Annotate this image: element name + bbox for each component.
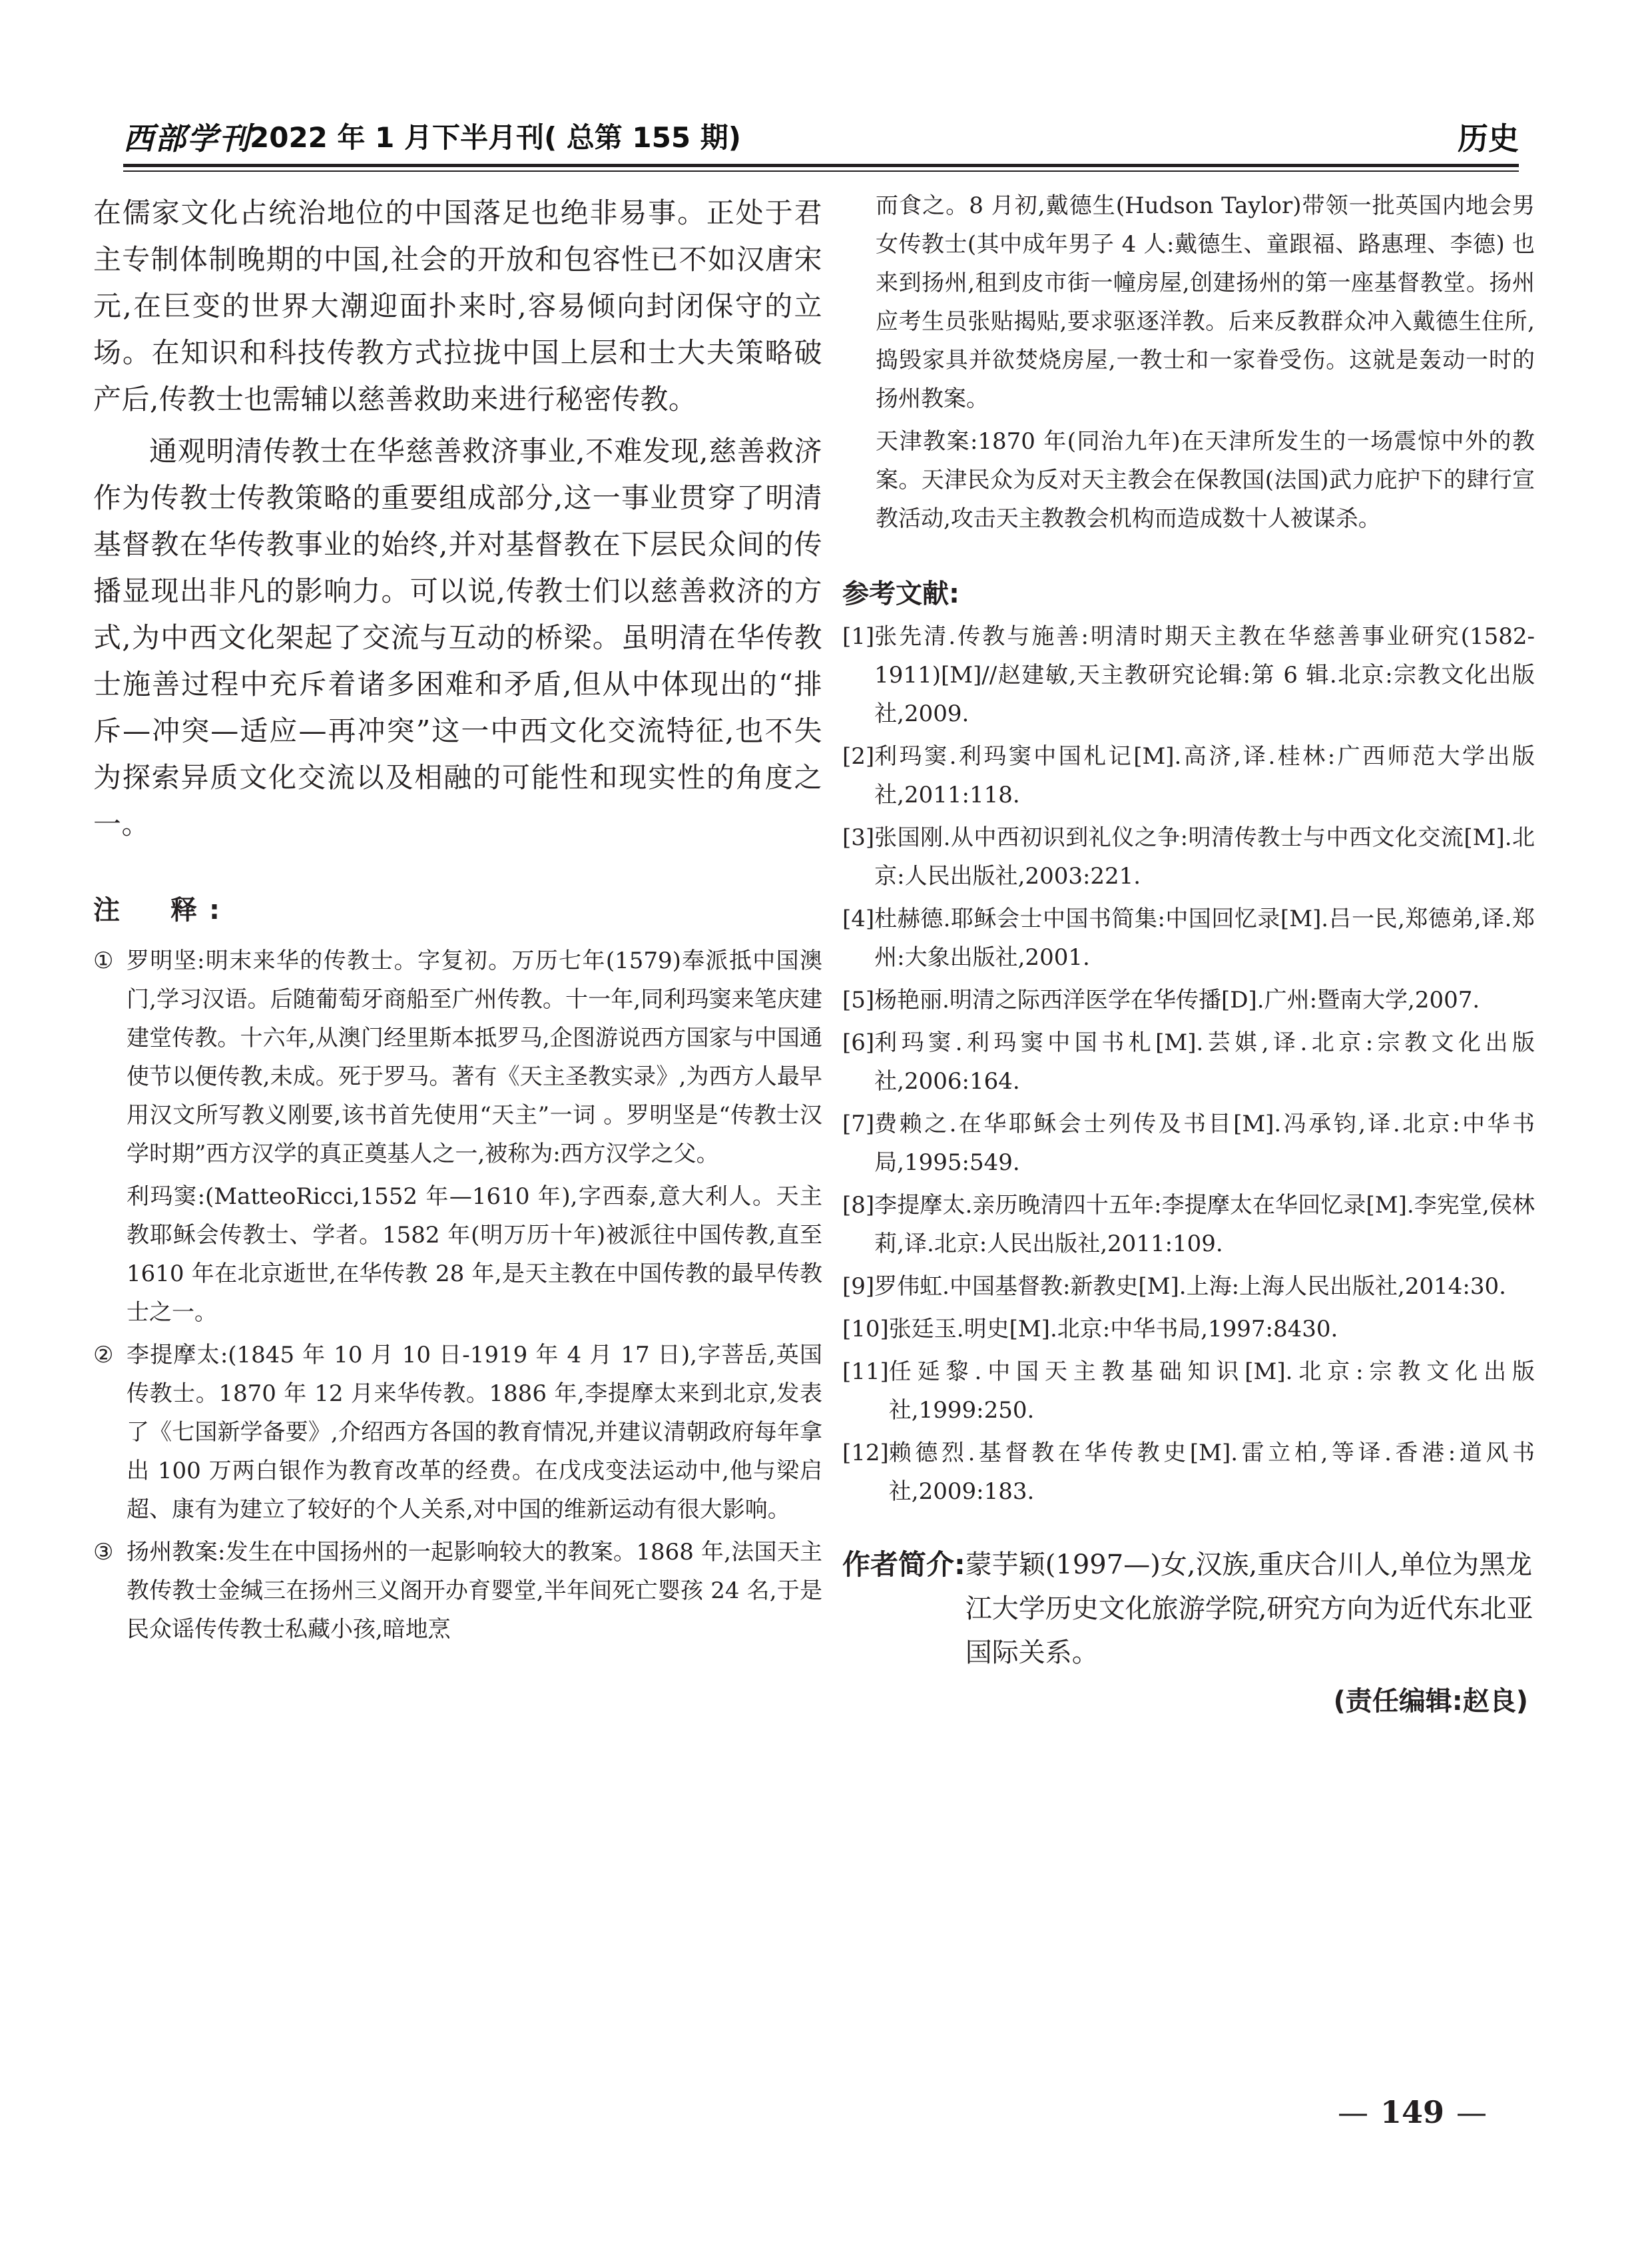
note-text: 扬州教案:发生在中国扬州的一起影响较大的教案。1868 年,法国天主教传教士金缄三在扬州三义阁开办育婴堂,半年间死亡婴孩 24 名,于是民众谣传传教士私藏小孩,暗地烹 <box>127 1539 822 1643</box>
page-number-value: 149 <box>1380 2094 1444 2130</box>
reference-label: [6] <box>842 1029 875 1056</box>
reference-label: [8] <box>842 1192 875 1219</box>
reference-label: [7] <box>842 1111 875 1137</box>
author-bio-text: 蒙芋颖(1997—)女,汉族,重庆合川人,单位为黑龙江大学历史文化旅游学院,研究方向为近代东北亚国际关系。 <box>965 1549 1533 1668</box>
reference-text: 任延黎.中国天主教基础知识[M].北京:宗教文化出版社,1999:250. <box>888 1358 1535 1424</box>
page-number: — 149 — <box>1337 2094 1487 2130</box>
responsible-editor: (责任编辑:赵良) <box>1333 1686 1528 1717</box>
reference-text: 张国刚.从中西初识到礼仪之争:明清传教士与中西文化交流[M].北京:人民出版社,2003:221. <box>874 824 1535 890</box>
reference-label: [11] <box>842 1358 889 1385</box>
reference-label: [12] <box>842 1440 889 1466</box>
right-column <box>842 186 1535 1718</box>
note-marker: ① <box>93 948 114 974</box>
body-paragraph-1: 在儒家文化占统治地位的中国落足也绝非易事。正处于君主专制体制晚期的中国,社会的开放和包容性已不如汉唐宋元,在巨变的世界大潮迎面扑来时,容易倾向封闭保守的立场。在知识和科技传教方式拉拢中国上层和士大夫策略破产后,传教士也需辅以慈善救助来进行秘密传教。 <box>93 196 822 416</box>
reference-text: 费赖之.在华耶稣会士列传及书目[M].冯承钧,译.北京:中华书局,1995:549. <box>874 1111 1535 1176</box>
note-2 <box>93 1336 822 1529</box>
reference-item <box>842 1310 1535 1348</box>
header-rule-thick <box>123 164 1519 167</box>
reference-item <box>842 1434 1535 1511</box>
reference-item <box>842 617 1535 733</box>
reference-label: [1] <box>842 623 875 650</box>
author-bio <box>842 1543 1535 1675</box>
note-marker: ③ <box>93 1539 114 1565</box>
reference-item <box>842 1352 1535 1430</box>
reference-text: 杨艳丽.明清之际西洋医学在华传播[D].广州:暨南大学,2007. <box>874 987 1480 1013</box>
reference-label: [3] <box>842 824 875 851</box>
reference-item <box>842 818 1535 896</box>
reference-text: 张先清.传教与施善:明清时期天主教在华慈善事业研究(1582-1911)[M]//赵建敏,天主教研究论辑:第 6 辑.北京:宗教文化出版社,2009. <box>874 623 1535 727</box>
note-tianjin: 天津教案:1870 年(同治九年)在天津所发生的一场震惊中外的教案。天津民众为反对天主教会在保教国(法国)武力庇护下的肆行宣教活动,攻击天主教教会机构而造成数十人被谋杀。 <box>876 428 1535 532</box>
reference-label: [10] <box>842 1316 889 1342</box>
note-1-sub-ricci: 利玛窦:(MatteoRicci,1552 年—1610 年),字西泰,意大利人。天主教耶稣会传教士、学者。1582 年(明万历十年)被派往中国传教,直至 1610 年在北京逝世,在华传教 28 年,是天主教在中国传教的最早传教士之一。 <box>127 1183 822 1326</box>
body-paragraph-2: 通观明清传教士在华慈善救济事业,不难发现,慈善救济作为传教士传教策略的重要组成部分,这一事业贯穿了明清基督教在华传教事业的始终,并对基督教在下层民众间的传播显现出非凡的影响力。可以说,传教士们以慈善救济的方式,为中西文化架起了交流与互动的桥梁。虽明清在华传教士施善过程中充斥着诸多困难和矛盾,但从中体现出的“排斥—冲突—适应—再冲突”这一中西文化交流特征,也不失为探索异质文化交流以及相融的可能性和现实性的角度之一。 <box>93 435 822 840</box>
reference-item <box>842 1023 1535 1101</box>
reference-text: 赖德烈.基督教在华传教史[M].雷立柏,等译.香港:道风书社,2009:183. <box>888 1440 1535 1505</box>
issue-info: 2022 年 1 月下半月刊( 总第 155 期) <box>250 121 741 154</box>
references-heading: 参考文献: <box>842 579 960 609</box>
reference-label: [4] <box>842 906 875 932</box>
author-bio-label: 作者简介: <box>842 1548 965 1581</box>
reference-item <box>842 737 1535 814</box>
reference-list <box>842 617 1535 1511</box>
note-text: 罗明坚:明末来华的传教士。字复初。万历七年(1579)奉派抵中国澳门,学习汉语。后随葡萄牙商船至广州传教。十一年,同利玛窦来笔庆建建堂传教。十六年,从澳门经里斯本抵罗马,企图游说西方国家与中国通使节以便传教,未成。死于罗马。著有《天主圣教实录》,为西方人最早用汉文所写教义刚要,该书首先使用“天主”一词 。罗明坚是“传教士汉学时期”西方汉学的真正奠基人之一,被称为:西方汉学之父。 <box>127 948 822 1167</box>
reference-item <box>842 1267 1535 1306</box>
journal-logo: 西部学刊 <box>123 121 251 156</box>
reference-text: 李提摩太.亲历晚清四十五年:李提摩太在华回忆录[M].李宪堂,侯林莉,译.北京:人民出版社,2011:109. <box>874 1192 1535 1257</box>
reference-label: [9] <box>842 1273 875 1300</box>
reference-text: 利玛窦.利玛窦中国札记[M].高济,译.桂林:广西师范大学出版社,2011:118. <box>874 743 1535 808</box>
reference-item <box>842 1105 1535 1182</box>
note-1 <box>93 942 822 1173</box>
note-marker: ② <box>93 1342 114 1368</box>
reference-item <box>842 1186 1535 1263</box>
left-column <box>93 190 822 1653</box>
section-label: 历史 <box>1458 121 1519 156</box>
header-rule-thin <box>123 170 1519 172</box>
reference-label: [2] <box>842 743 875 770</box>
note-3 <box>93 1533 822 1649</box>
page-header <box>123 113 1519 160</box>
reference-text: 罗伟虹.中国基督教:新教史[M].上海:上海人民出版社,2014:30. <box>874 1273 1506 1300</box>
reference-item <box>842 981 1535 1019</box>
notes-heading: 注 释: <box>93 895 232 926</box>
note-text: 李提摩太:(1845 年 10 月 10 日-1919 年 4 月 17 日),字菩岳,英国传教士。1870 年 12 月来华传教。1886 年,李提摩太来到北京,发表了《七国新学备要》,介绍西方各国的教育情况,并建议清朝政府每年拿出 100 万两白银作为教育改革的经费。在戊戌变法运动中,他与梁启超、康有为建立了较好的个人关系,对中国的维新运动有很大影响。 <box>127 1342 822 1523</box>
reference-text: 张廷玉.明史[M].北京:中华书局,1997:8430. <box>888 1316 1338 1342</box>
reference-text: 杜赫德.耶稣会士中国书简集:中国回忆录[M].吕一民,郑德弟,译.郑州:大象出版社,2001. <box>874 906 1535 971</box>
reference-text: 利玛窦.利玛窦中国书札[M].芸娸,译.北京:宗教文化出版社,2006:164. <box>874 1029 1535 1095</box>
note-3-continued: 而食之。8 月初,戴德生(Hudson Taylor)带领一批英国内地会男女传教士(其中成年男子 4 人:戴德生、童跟福、路惠理、李德) 也来到扬州,租到皮市街一幢房屋,创建扬州的第一座基督教堂。扬州应考生员张贴揭贴,要求驱逐洋教。后来反教群众冲入戴德生住所,捣毁家具并欲焚烧房屋,一教士和一家眷受伤。这就是轰动一时的扬州教案。 <box>876 192 1535 412</box>
reference-label: [5] <box>842 987 875 1013</box>
reference-item <box>842 900 1535 977</box>
